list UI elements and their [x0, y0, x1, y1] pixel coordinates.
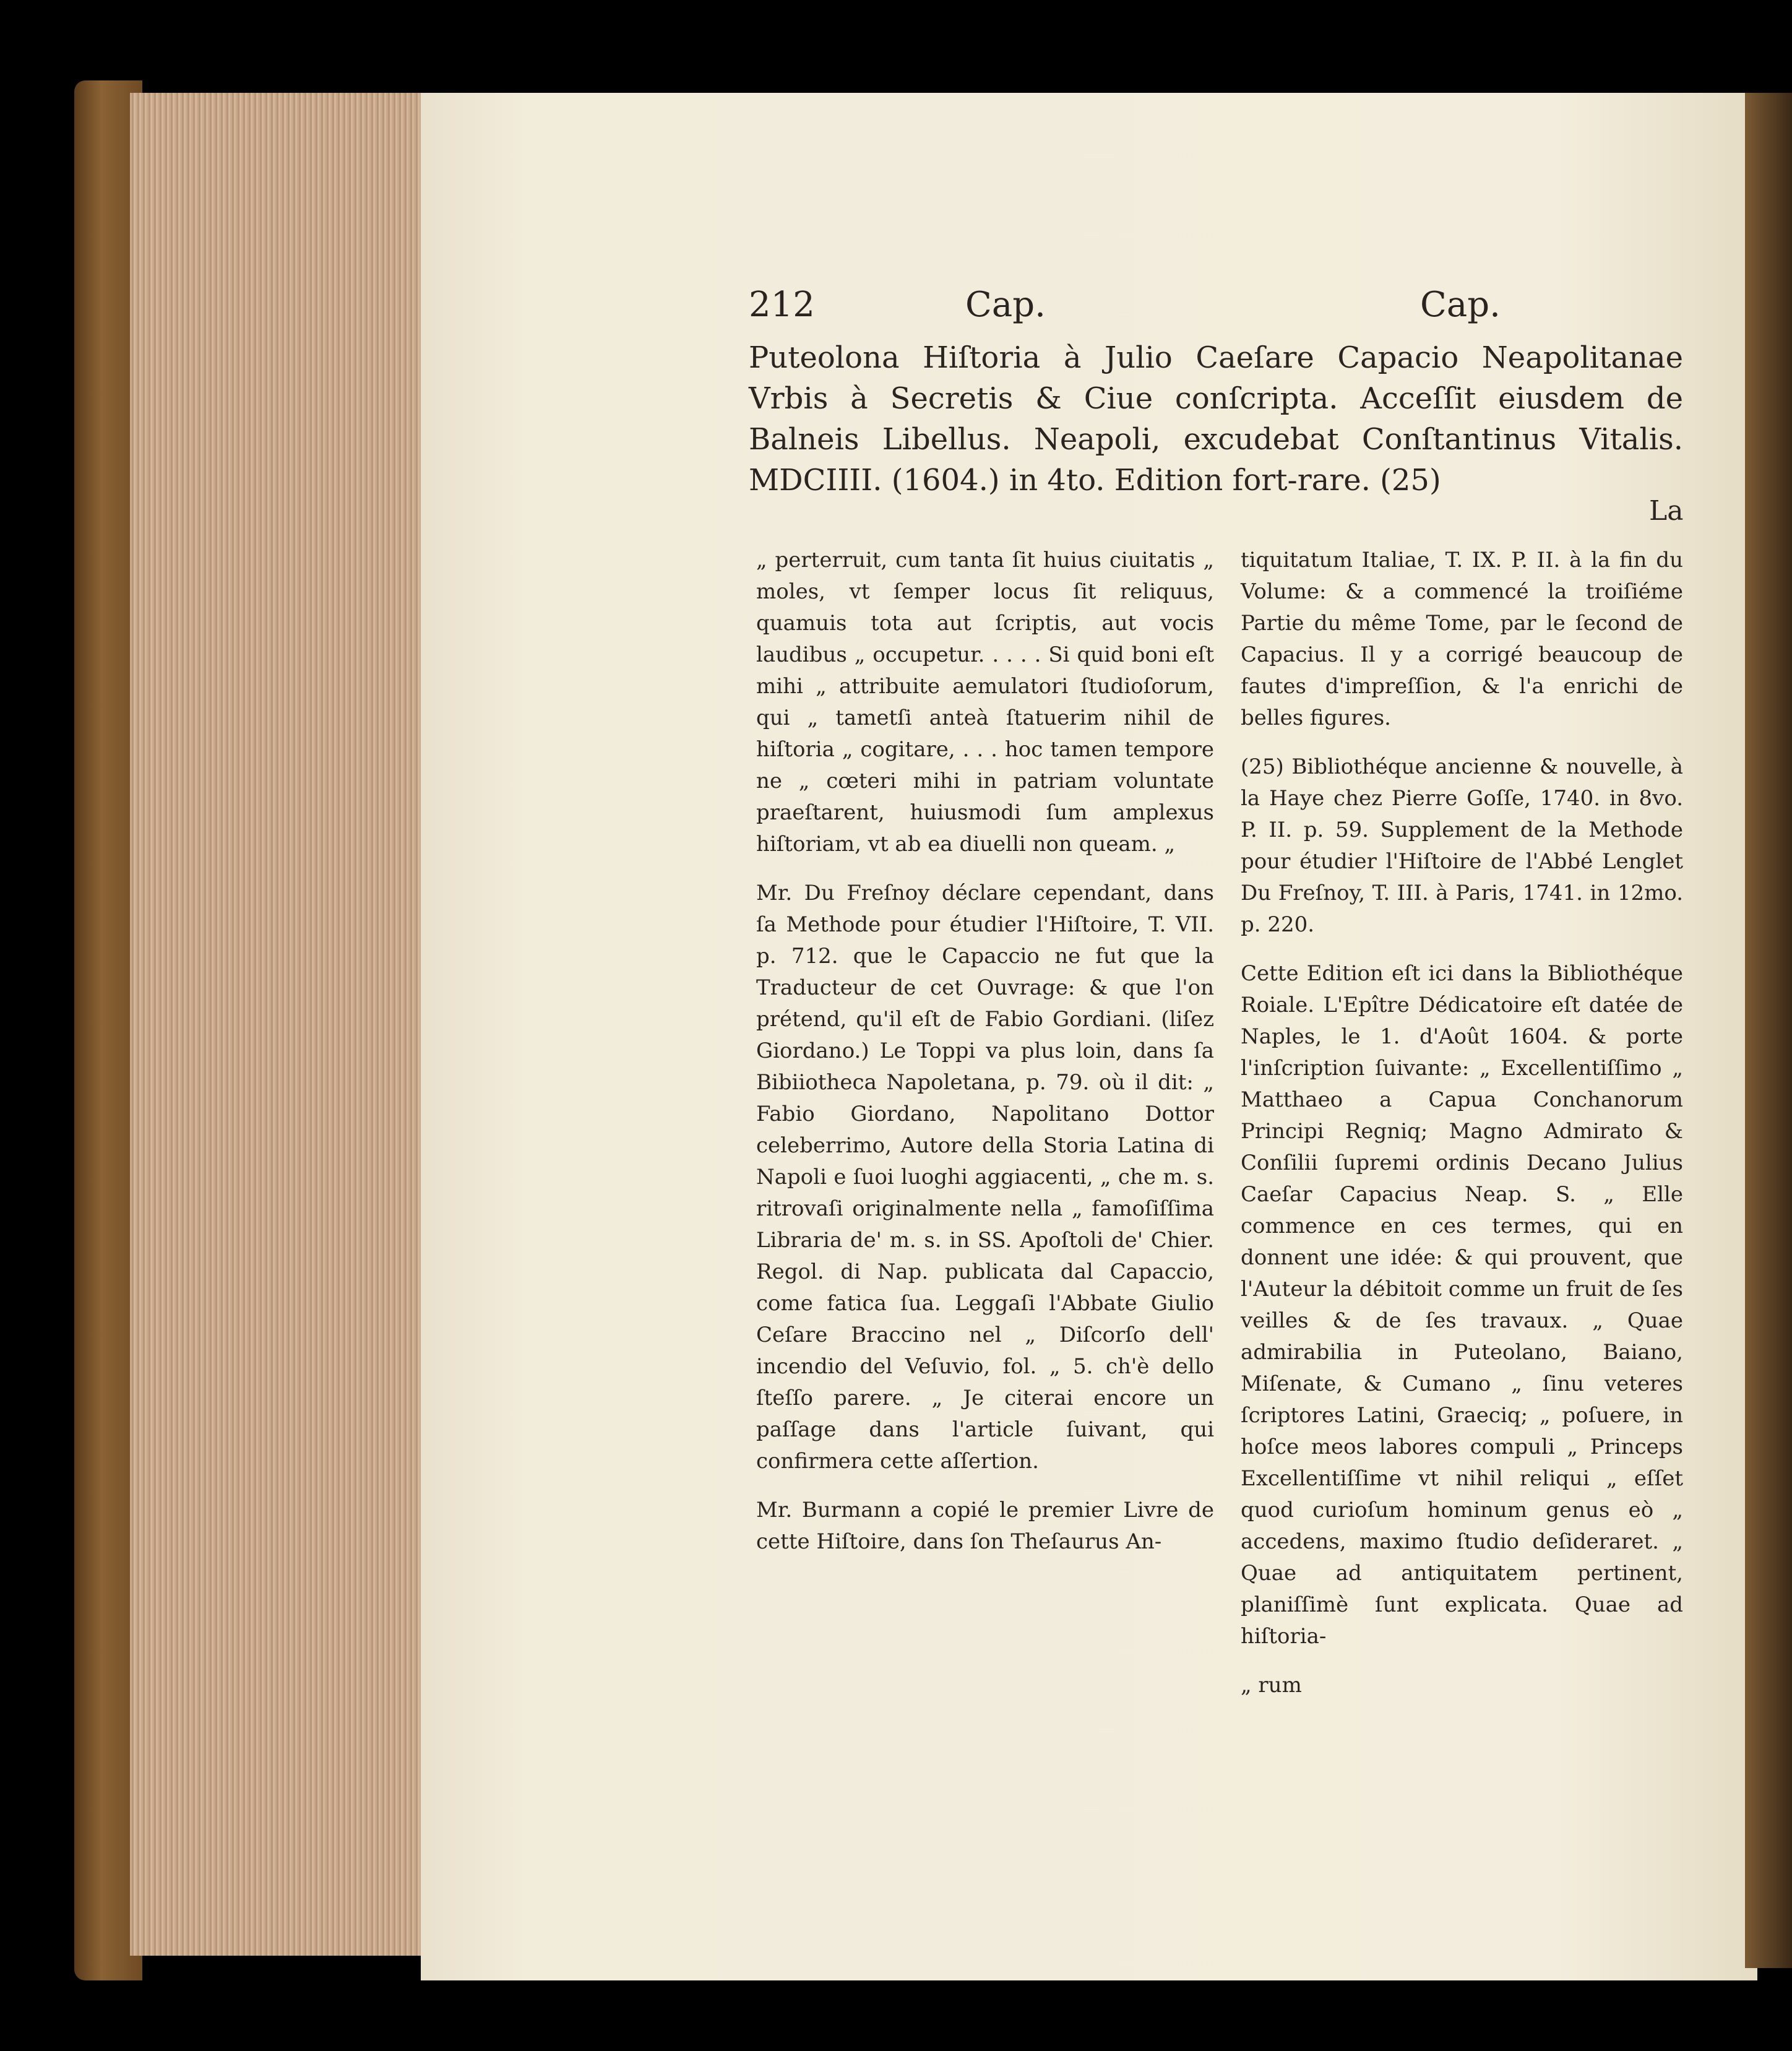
left-column: [756, 545, 1214, 1575]
paragraph-burmann: Mr. Burmann a copié le premier Livre de cette Hiſtoire, dans ſon Theſaurus An-: [756, 1498, 1214, 1554]
right-column: [1241, 545, 1683, 1719]
page-number: 212: [749, 285, 815, 325]
catchword-la: La: [1649, 495, 1684, 527]
title-entry: Puteolona Hiſtoria à Julio Caeſare Capacio Neapolitanae Vrbis à Secretis & Ciue conſcripta. Acceſſit eiusdem de Balneis Libellus. Neapoli, excudebat Conſtantinus Vitalis. MDCIIII. (1604.) in 4to. Edition fort-rare. (25): [749, 340, 1683, 498]
catchword-rum: „ rum: [1241, 1673, 1302, 1698]
running-head-left: Cap.: [965, 285, 1046, 325]
running-head: [749, 285, 1689, 334]
latin-quote: „ perterruit, cum tanta ſit huius ciuitatis „ moles, vt ſemper locus ſit reliquus, quamuis tota aut ſcriptis, aut vocis laudibus „ occupetur. . . . . Si quid boni eſt mihi „ attribuite aemulatori ſtudioſorum, qui „ tametſi anteà ſtatuerim nihil de hiſtoria „ cogitare, . . . hoc tamen tempore ne „ cœteri mihi in patriam voluntate praeſtarent, huiusmodi ſum amplexus hiſtoriam, vt ab ea diuelli non queam. „: [756, 548, 1214, 857]
book-gutter: [1745, 93, 1792, 1968]
paragraph-du-fresnoy: Mr. Du Freſnoy déclare cependant, dans ſa Methode pour étudier l'Hiſtoire, T. VII. p. 712. que le Capaccio ne fut que la Traducteur de cet Ouvrage: & que l'on prétend, qu'il eſt de Fabio Gordiani. (liſez Giordano.) Le Toppi va plus loin, dans ſa Bibiiotheca Napoletana, p. 79. où il dit: „ Fabio Giordano, Napolitano Dottor celeberrimo, Autore della Storia Latina di Napoli e ſuoi luoghi aggiacenti, „ che m. s. ritrovaſi originalmente nella „ famoſiſſima Libraria de' m. s. in SS. Apoſtoli de' Chier. Regol. di Nap. publicata dal Capaccio, come fatica ſua. Leggaſi l'Abbate Giulio Ceſare Braccino nel „ Diſcorſo dell' incendio del Veſuvio, fol. „ 5. ch'è dello ſteſſo parere. „ Je citerai encore un paſſage dans l'article ſuivant, qui confirmera cette aſſertion.: [756, 881, 1214, 1474]
paragraph-edition: Cette Edition eſt ici dans la Bibliothéque Roiale. L'Epître Dédicatoire eſt datée de Naples, le 1. d'Août 1604. & porte l'inſcription ſuivante: „ Excellentiſſimo „ Matthaeo a Capua Conchanorum Principi Regniq; Magno Admirato & Conſilii ſupremi ordinis Decano Julius Caeſar Capacius Neap. S. „ Elle commence en ces termes, qui en donnent une idée: & qui prouvent, que l'Auteur la débitoit comme un fruit de ſes veilles & de ſes travaux. „ Quae admirabilia in Puteolano, Baiano, Miſenate, & Cumano „ ſinu veteres ſcriptores Latini, Graeciq; „ poſuere, in hoſce meos labores compuli „ Princeps Excellentiſſime vt nihil reliqui „ eſſet quod curioſum hominum genus eò „ accedens, maximo ſtudio deſideraret. „ Quae ad antiquitatem pertinent, planiſſimè ſunt explicata. Quae ad hiſtoria-: [1241, 961, 1683, 1649]
footnote-25: (25) Bibliothéque ancienne & nouvelle, à la Haye chez Pierre Goſſe, 1740. in 8vo. P. II. p. 59. Supplement de la Methode pour étudier l'Hiſtoire de l'Abbé Lenglet Du Freſnoy, T. III. à Paris, 1741. in 12mo. p. 220.: [1241, 754, 1683, 937]
paragraph-thesaurus: tiquitatum Italiae, T. IX. P. II. à la fin du Volume: & a commencé la troiſiéme Partie du même Tome, par le ſecond de Capacius. Il y a corrigé beaucoup de fautes d'impreſſion, & l'a enrichi de belles figures.: [1241, 548, 1683, 730]
running-head-right: Cap.: [1420, 285, 1501, 325]
